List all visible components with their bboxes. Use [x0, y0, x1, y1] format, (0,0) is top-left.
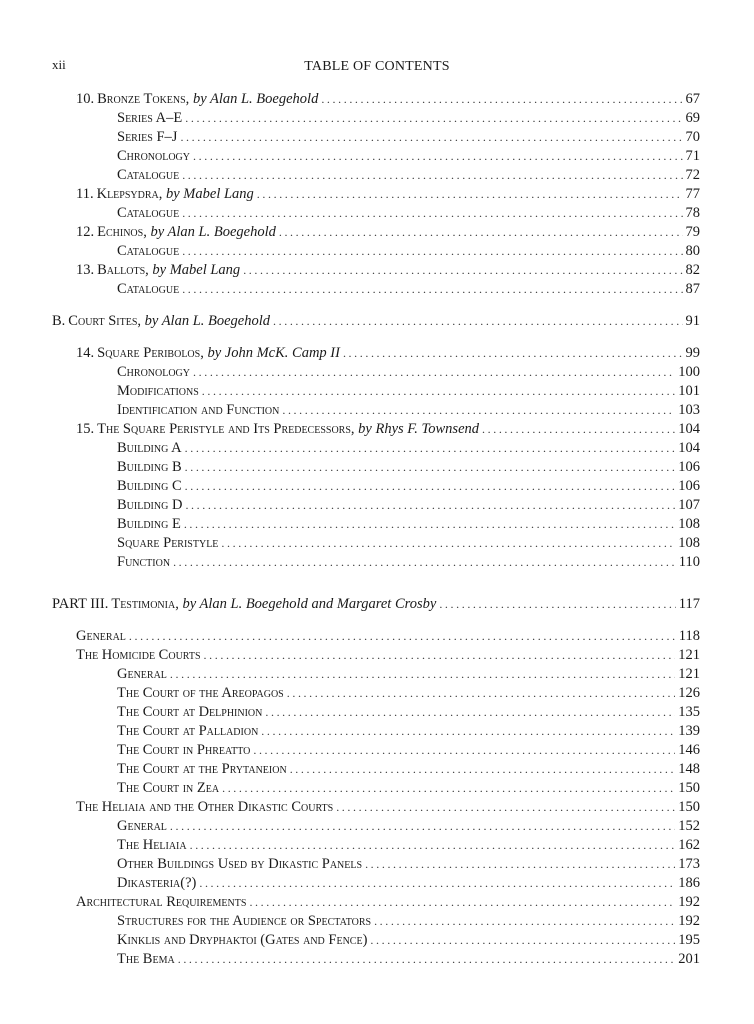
dot-leader	[321, 89, 682, 109]
dot-leader	[129, 626, 676, 646]
entry-page-number: 79	[685, 224, 700, 240]
entry-title: The Court at the Prytaneion	[117, 761, 287, 777]
entry-label	[117, 438, 182, 458]
entry-page-number: 139	[678, 723, 700, 739]
entry-label	[117, 816, 167, 836]
entry-number: 11.	[76, 186, 94, 202]
entry-page-number: 146	[678, 742, 700, 758]
toc-entry[interactable]	[117, 854, 700, 874]
dot-leader	[185, 495, 675, 515]
entry-page-number: 162	[678, 837, 700, 853]
entry-page-number: 173	[678, 856, 700, 872]
entry-title: Bronze Tokens,	[97, 91, 190, 107]
entry-page-number: 126	[678, 685, 700, 701]
dot-leader	[343, 343, 683, 363]
toc-entry[interactable]	[52, 311, 700, 331]
entry-label	[117, 552, 170, 572]
entry-label	[52, 594, 436, 614]
dot-leader	[265, 702, 675, 722]
entry-title: General	[76, 628, 126, 644]
entry-page-number: 107	[678, 497, 700, 513]
entry-number: 10.	[76, 91, 95, 107]
entry-page-number: 80	[685, 243, 700, 259]
entry-label	[117, 514, 181, 534]
entry-label	[117, 279, 179, 299]
entry-title: Structures for the Audience or Spectators	[117, 913, 372, 929]
toc-entry[interactable]	[117, 702, 700, 722]
entry-label	[117, 533, 218, 553]
toc-entry[interactable]	[52, 594, 700, 614]
dot-leader	[170, 664, 675, 684]
dot-leader	[185, 438, 676, 458]
entry-page-number: 192	[678, 894, 700, 910]
entry-author: by Alan L. Boegehold	[144, 313, 271, 329]
page-number: xii	[52, 57, 66, 72]
entry-label	[117, 778, 219, 798]
entry-title: The Court in Phreatto	[117, 742, 251, 758]
entry-label	[76, 184, 254, 204]
entry-page-number: 150	[678, 780, 700, 796]
entry-label	[117, 108, 182, 128]
toc-entry[interactable]	[117, 533, 700, 553]
dot-leader	[182, 279, 682, 299]
entry-label	[117, 835, 187, 855]
dot-leader	[273, 311, 682, 331]
toc-entry[interactable]	[76, 343, 700, 363]
toc-entry[interactable]	[76, 260, 700, 280]
entry-page-number: 72	[685, 167, 700, 183]
dot-leader	[182, 165, 682, 185]
entry-page-number: 121	[678, 666, 700, 682]
toc-entry[interactable]	[117, 381, 700, 401]
toc-entry[interactable]	[117, 664, 700, 684]
entry-title: Architectural Requirements	[76, 894, 247, 910]
entry-label	[117, 203, 179, 223]
entry-label	[117, 381, 199, 401]
dot-leader	[439, 594, 675, 614]
entry-label	[117, 873, 196, 893]
entry-title: Function	[117, 554, 171, 570]
entry-title: Building B	[117, 459, 182, 475]
toc-entry[interactable]	[117, 816, 700, 836]
toc-entry[interactable]	[117, 400, 700, 420]
entry-title: The Heliaia	[117, 837, 187, 853]
toc-entry[interactable]	[76, 645, 700, 665]
entry-title: General	[117, 818, 167, 834]
entry-title: Identification and Function	[117, 402, 280, 418]
entry-title: Building D	[117, 497, 183, 513]
entry-title: Dikasteria(?)	[117, 875, 197, 891]
dot-leader	[170, 816, 675, 836]
entry-author: by Mabel Lang	[152, 262, 241, 278]
dot-leader	[279, 222, 683, 242]
dot-leader	[221, 533, 675, 553]
entry-author: by Rhys F. Townsend	[358, 421, 480, 437]
entry-page-number: 104	[678, 440, 700, 456]
entry-page-number: 82	[685, 262, 700, 278]
entry-page-number: 135	[678, 704, 700, 720]
toc-entry[interactable]	[117, 759, 700, 779]
entry-page-number: 100	[678, 364, 700, 380]
entry-author: by John McK. Camp II	[207, 345, 340, 361]
entry-label	[76, 419, 479, 439]
toc-entry[interactable]	[117, 279, 700, 299]
toc-entry[interactable]	[117, 683, 700, 703]
dot-leader	[190, 835, 676, 855]
toc-entry[interactable]	[76, 184, 700, 204]
entry-page-number: 192	[678, 913, 700, 929]
entry-label	[117, 400, 279, 420]
entry-page-number: 77	[685, 186, 700, 202]
entry-title: Catalogue	[117, 205, 180, 221]
entry-author: by Alan L. Boegehold and Margaret Crosby	[182, 596, 437, 612]
entry-title: Series A–E	[117, 110, 183, 126]
entry-title: Ballots,	[97, 262, 149, 278]
entry-number: B.	[52, 313, 66, 329]
entry-number: 12.	[76, 224, 95, 240]
entry-page-number: 195	[678, 932, 700, 948]
entry-label	[117, 664, 167, 684]
toc-entry[interactable]	[117, 127, 700, 147]
entry-title: Court Sites,	[68, 313, 142, 329]
toc-entry[interactable]	[117, 514, 700, 534]
entry-title: Testimonia,	[111, 596, 179, 612]
entry-number: PART III.	[52, 596, 109, 612]
entry-label	[117, 362, 190, 382]
dot-leader	[374, 911, 675, 931]
entry-page-number: 99	[685, 345, 700, 361]
dot-leader	[199, 873, 675, 893]
entry-label	[117, 241, 179, 261]
entry-page-number: 71	[685, 148, 700, 164]
dot-leader	[180, 127, 682, 147]
entry-title: Catalogue	[117, 167, 180, 183]
dot-leader	[257, 184, 683, 204]
entry-label	[117, 911, 371, 931]
entry-title: The Bema	[117, 951, 175, 967]
entry-page-number: 106	[678, 459, 700, 475]
toc-entry[interactable]	[117, 165, 700, 185]
entry-title: Square Peribolos,	[97, 345, 204, 361]
entry-label	[52, 311, 270, 331]
entry-page-number: 91	[685, 313, 700, 329]
dot-leader	[185, 476, 676, 496]
entry-title: The Square Peristyle and Its Predecessors,	[97, 421, 355, 437]
entry-label	[117, 127, 177, 147]
entry-title: The Court in Zea	[117, 780, 220, 796]
entry-label	[117, 495, 182, 515]
entry-page-number: 106	[678, 478, 700, 494]
entry-label	[117, 146, 190, 166]
entry-number: 14.	[76, 345, 95, 361]
entry-label	[117, 930, 367, 950]
toc-entry[interactable]	[117, 740, 700, 760]
entry-number: 13.	[76, 262, 95, 278]
toc-entry[interactable]	[117, 108, 700, 128]
entry-title: The Heliaia and the Other Dikastic Courts	[76, 799, 334, 815]
toc-entry[interactable]	[76, 797, 700, 817]
entry-title: Building A	[117, 440, 182, 456]
entry-label	[76, 89, 318, 109]
entry-author: by Mabel Lang	[166, 186, 254, 202]
entry-label	[117, 759, 287, 779]
entry-page-number: 186	[678, 875, 700, 891]
entry-label	[117, 165, 179, 185]
toc-entry[interactable]	[117, 495, 700, 515]
entry-title: Building C	[117, 478, 182, 494]
dot-leader	[178, 949, 676, 969]
entry-page-number: 108	[678, 516, 700, 532]
entry-title: Catalogue	[117, 243, 180, 259]
toc-entry[interactable]	[76, 626, 700, 646]
entry-title: Catalogue	[117, 281, 180, 297]
toc-entry[interactable]	[117, 911, 700, 931]
entry-title: Chronology	[117, 364, 191, 380]
entry-label	[117, 949, 175, 969]
toc-entry[interactable]	[117, 835, 700, 855]
toc-entry[interactable]	[76, 892, 700, 912]
dot-leader	[193, 362, 675, 382]
entry-title: Square Peristyle	[117, 535, 219, 551]
entry-page-number: 108	[678, 535, 700, 551]
entry-page-number: 70	[685, 129, 700, 145]
entry-label	[117, 721, 258, 741]
entry-title: The Homicide Courts	[76, 647, 201, 663]
entry-number: 15.	[76, 421, 95, 437]
entry-label	[117, 683, 284, 703]
entry-page-number: 104	[678, 421, 700, 437]
page-title: TABLE OF CONTENTS	[304, 59, 450, 74]
entry-label	[76, 645, 201, 665]
toc-entry[interactable]	[117, 438, 700, 458]
entry-label	[117, 854, 362, 874]
entry-page-number: 101	[678, 383, 700, 399]
dot-leader	[282, 400, 675, 420]
entry-author: by Alan L. Boegehold	[192, 91, 319, 107]
entry-page-number: 152	[678, 818, 700, 834]
dot-leader	[185, 457, 676, 477]
toc-entry[interactable]	[117, 476, 700, 496]
entry-title: Other Buildings Used by Dikastic Panels	[117, 856, 363, 872]
dot-leader	[336, 797, 675, 817]
entry-page-number: 117	[678, 596, 700, 612]
toc-entry[interactable]	[76, 89, 700, 109]
entry-page-number: 78	[685, 205, 700, 221]
entry-title: Kinklis and Dryphaktoi (Gates and Fence)	[117, 932, 368, 948]
entry-title: Klepsydra,	[96, 186, 163, 202]
entry-page-number: 150	[678, 799, 700, 815]
entry-page-number: 110	[678, 554, 700, 570]
entry-label	[76, 797, 333, 817]
dot-leader	[482, 419, 675, 439]
dot-leader	[182, 241, 682, 261]
entry-title: Chronology	[117, 148, 191, 164]
toc-entry[interactable]	[117, 721, 700, 741]
dot-leader	[184, 514, 675, 534]
dot-leader	[287, 683, 676, 703]
dot-leader	[249, 892, 675, 912]
entry-label	[76, 260, 240, 280]
entry-page-number: 69	[685, 110, 700, 126]
toc-entry[interactable]	[117, 949, 700, 969]
entry-title: Echinos,	[97, 224, 147, 240]
entry-title: The Court of the Areopagos	[117, 685, 284, 701]
entry-title: The Court at Delphinion	[117, 704, 263, 720]
entry-label	[117, 457, 182, 477]
entry-page-number: 87	[685, 281, 700, 297]
dot-leader	[370, 930, 675, 950]
toc-entry[interactable]	[117, 930, 700, 950]
entry-title: Series F–J	[117, 129, 178, 145]
dot-leader	[261, 721, 675, 741]
dot-leader	[243, 260, 682, 280]
entry-title: Building E	[117, 516, 181, 532]
toc-entry[interactable]	[117, 362, 700, 382]
toc-entry[interactable]	[76, 222, 700, 242]
dot-leader	[185, 108, 682, 128]
dot-leader	[193, 146, 682, 166]
dot-leader	[365, 854, 675, 874]
toc-entry[interactable]	[76, 419, 700, 439]
dot-leader	[290, 759, 676, 779]
toc-entry[interactable]	[117, 552, 700, 572]
dot-leader	[222, 778, 675, 798]
toc-entry[interactable]	[117, 146, 700, 166]
entry-label	[76, 626, 126, 646]
entry-label	[117, 476, 182, 496]
entry-page-number: 67	[685, 91, 700, 107]
entry-title: General	[117, 666, 167, 682]
entry-page-number: 148	[678, 761, 700, 777]
entry-title: The Court at Palladion	[117, 723, 259, 739]
entry-page-number: 201	[678, 951, 700, 967]
entry-label	[76, 343, 340, 363]
dot-leader	[204, 645, 676, 665]
entry-label	[117, 702, 262, 722]
dot-leader	[173, 552, 676, 572]
entry-label	[76, 892, 246, 912]
dot-leader	[202, 381, 675, 401]
entry-label	[117, 740, 250, 760]
entry-page-number: 121	[678, 647, 700, 663]
toc-entry[interactable]	[117, 778, 700, 798]
dot-leader	[182, 203, 682, 223]
entry-title: Modifications	[117, 383, 199, 399]
toc-entry[interactable]	[117, 873, 700, 893]
entry-author: by Alan L. Boegehold	[150, 224, 276, 240]
dot-leader	[253, 740, 675, 760]
entry-page-number: 118	[678, 628, 700, 644]
entry-label	[76, 222, 276, 242]
entry-page-number: 103	[678, 402, 700, 418]
toc-entry[interactable]	[117, 203, 700, 223]
toc-entry[interactable]	[117, 457, 700, 477]
toc-entry[interactable]	[117, 241, 700, 261]
